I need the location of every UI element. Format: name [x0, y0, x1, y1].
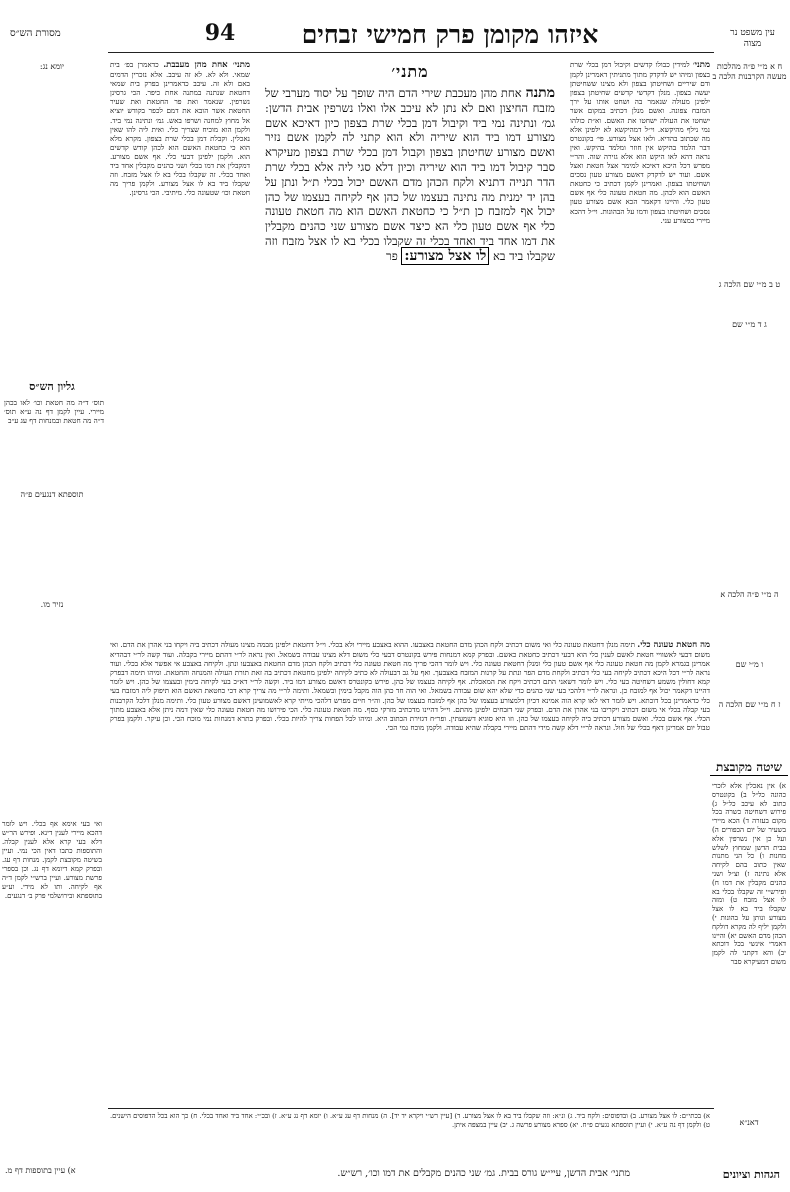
hagahot-text: מתני׳ אבית הדשן, עיי״ש גורס בבית. גמ׳ שני כהנים מקבלים את דמו וכו׳, רש״ש.	[337, 1168, 630, 1179]
mesoret-label: מסורת הש״ס	[10, 28, 61, 39]
bottom-tosafot-block	[110, 640, 710, 1105]
footer-rule	[108, 1108, 714, 1109]
gilyon-heading: גליון הש״ס	[29, 380, 75, 393]
mesoret-note: תוספתא דנגעים פ״ה	[20, 490, 84, 499]
ein-mishpat-label: עין משפט נר מצוה	[730, 28, 775, 49]
tosafot-column	[570, 60, 710, 635]
ein-mishpat-note: ג ד מ״י שם	[732, 320, 767, 329]
ein-mishpat-note: ט ב מ״י שם הלכה ג	[718, 280, 781, 289]
shita-footer: דאנ״א	[739, 1118, 759, 1127]
bottom-tosafot-text: תימה מנלן דחטאת טעונה כלי ואי משום דכתיב ולקח הכהן מדם החטאת באצבעו. ההוא באצבע מיירי ולא בכלי. וי״ל דחטאת ילפינן מבמה מצינו מעולה דכתיב ביה ויקחו בני אהרן את הדם. ואי משום דבעי לאשוויי חטאת לאשם לענין כלי הוא דבעי דכתיב כחטאת כאשם. ובפרק קמא דמנחות פירש בקונטרס דבעי כלי משום דלא מצינו עבודה בשמאל. ואין נראה לר״י דהתם מיירי בקבלה. ועוד קשה לר״י דבהדיא אמרינן בגמרא לקמן מה חטאת טעונה כלי אף אשם טעון כלי ומנלן דחטאת טעונה כלי. ויש לומר דהכי פריך מה חטאת טעונה כלי דכתיב ולקח הכהן מדם החטאת באצבעו ונתן. ולקיחה באצבע אי אפשר אלא בכלי. ועוד נראה לר״י דכל היכא דכתיב לקיחה בעי כלי דכתיב ולקחת מדם הפר ונתת על קרנות המזבח באצבעך. ואף על גב דבעולה לא כתיב לקיחה ילפינן מחטאת דכתיב בה זאת תורת העולה והמנחה והחטאת. ומיהו תימה דבפרק קמא דחולין משמע דשחיטה בעי כלי. ויש לומר דשאני התם דכתיב ויקח את המאכלת. אף לקיחה בעצמו של כהן. פירש בקונטרס דאשם מצורע דמו ביד. וקשה לר״י דא״כ בעי לקיחה בימין ובעצמו של כהן. ויש לומר דהיינו דקאמר יכול אף למזבח כן. ונראה לר״י דלהכי בעי שני כהנים כדי שלא יהא שום עבודה בשמאל. ואי הוה חד כהן הוה מקבל בימין ובשמאל. ותימה לר״י מה צריך קרא דכי כחטאת האשם הוא תיפוק ליה דמזבח בעי כלי כדאמרינן בכל דוכתא. ויש לומר דאי לאו קרא הוה אמינא דכיון דלמצורע בעצמו של כהן אף למזבח בעצמו של כהן. וה״ר חיים מפרש דלהכי מייתי קרא לאשמועינן דאשם מצורע טעון כלי. ותימה מנלן דלכל הקרבנות בעי קבלה בכלי אי משום דכתיב ויקריבו בני אהרן את הדם. ובפרק שני דזבחים ילפינן מהתם. וי״ל דהיינו מדכתיב מזרקי כסף. מה חטאת טעונה כלי. הכי פירושו מה חטאת טעונה כלי שאין דמה ניתן אלא באצבע מתוך הכלי. אף אשם בכלי. ואשם מצורע דכתיב ביה לקיחה בעצמו של כהן. וזו היא סוגיא דשמעתין. ופר״ח דגזירת הכתוב היא. ומיהו לכל הפחות צריך להיות בכלי. ובפרק בתרא דמנחות נמי מוכח הכי. וכן עיקר. ולקמן בפרק טבול יום אמרינן דאף בכלי של חול. ונראה לר״י דלא קשה מידי דהתם מיירי בקבלה שהיא עבודה. ולקמן מוכח נמי הכי.	[110, 640, 710, 732]
rashi-text: כדאמרן בפ׳ בית שמאי. ולא לא. לא זה עיבב. אלא נזכרין הדמים באם ולא זה. עיבב כדאמרינן בפרק בית שמאי דחטאת שנתנה במתנה אחת כיפר. הכי גרסינן נשרפין. שנאמר ואת פר החטאת ואת שעיר החטאת אשר הובא את דמם לכפר בקודש יוציא אל מחוץ למחנה ושרפו באש. גמ׳ ונתינה נמי ביד. ולקמן הוא מוכיח שצריך כלי. ואית ליה להו שאין נאכלין. וקבלת דמן בכלי שרת בצפון. מקרא מלא הוא כי כחטאת האשם הוא לכהן קודש קדשים הוא. ולקמן ילפינן דבעי כלי. אף אשם מצורע. דמקבלין את דמו בכלי ושני כהנים מקבלין אחד ביד ואחד בכלי. זה שקבלו בכלי בא לו אצל מזבח. וזה שקבלו ביד בא לו אצל מצורע. ולקמן פריך מה חטאת וכו׳ שטעונה כלי. מיתיבי. הכי גרסינן.	[110, 60, 250, 198]
hagahot-heading: הגהות וציונים	[722, 1168, 780, 1181]
mishnah-text-block	[265, 86, 555, 264]
ein-mishpat-note: ה מ״י פ״ה הלכה א	[720, 590, 779, 599]
gilyon-body: תוס׳ ד״ה מה חטאת וכו׳ לאו בכהן מיירי. עיין לקמן דף נה ע״א תוס׳ ד״ה מה חטאת ובמנחות דף עג ע״ב	[4, 398, 104, 425]
bottom-tosafot-lead: מה חטאת טעונה כלי.	[637, 640, 710, 650]
left-margin-notes: ואי בעי אימא אף בכלי. ויש לומר דהכא מיירי לענין דינא. ופירש הר״ש דלא בעי קרא אלא לענין קבלה. והתוספות כתבו דאין הכי נמי. ועיין בשיטה מקובצת לקמן. מנחות דף עג. ובפרק קמא דיומא דף נג. וכן בספרי פרשת מצורע. ועיין ברש״י לקמן ד״ה אף לקיחה. ותו לא מידי. וע״ע בתוספתא ובירושלמי פרק ב׳ דנגעים.	[2, 820, 102, 900]
masechet-title: איזהו מקומן פרק חמישי זבחים	[301, 20, 599, 49]
mishnah-tail: פר	[386, 248, 398, 263]
tosafot-text: למידין כבולו קדשים וקיבול דמן בכלי שרת בצפון ומיהו יש לדקדק מתוך מתניתין דאמרינן לקמן ודם שיריים ושחיטתן בצפון ולא מצינו ששחיטתן יעשה בצפון. מנלן דקדשי קדשים שחיטתן בצפון ילפינן מעולה שנאמר בה ושחט אותו על ירך המזבח צפונה. ואשם מנלן דכתיב במקום אשר ישחטו את העולה ישחטו את האשם. וא״ת כולהו נמי נילף מהיקשא. וי״ל דמהיקשא לא ילפינן אלא מה שכתוב בהדיא. ולאו אצל מצורע. פי׳ בקונטרס דבר הלמד בהיקש אין חוזר ומלמד בהיקש. ואין נראה דהא לאו היקש הוא אלא גזירה שוה. והר״י מפרש דכל היכא דאיכא למימר אצל חטאת ואצל אשם. ועוד יש לדקדק דאשם מצורע טעון נסכים ושחיטתו בצפון. ואמרינן לקמן דכתיב כי כחטאת האשם הוא לכהן. מה חטאת טעונה כלי אף אשם טעון כלי. והיינו דקאמר הכא אשם מצורע טעון נסכים ושחיטתו בצפון ודמו על הבהונות. וי״ל דהכא מיירי במצורע עני.	[570, 60, 710, 225]
mesoret-note: נזיר מו.	[40, 600, 64, 609]
header-rule	[108, 52, 714, 53]
mishnah-opening-word: מתנה	[525, 85, 556, 101]
ein-mishpat-note: ו מ״י שם	[735, 660, 764, 669]
mishnah-heading: מתני׳	[391, 62, 429, 81]
rashi-column	[110, 60, 250, 635]
mishnah-text: אחת מהן מעכבת שירי הדם היה שופך על יסוד מערבי של מזבח החיצון ואם לא נתן לא עיכב אלו ואלו נשרפין אבית הדשן: גמ׳ ונתינה נמי ביד וקיבול דמן בכלי שרת בצפון כיון דאיכא אשם מצורע דמו ביד הוא שיריה ולא הוא קתני לה לקמן אשם נזיר ואשם מצורע שחיטתן בצפון וקבול דמן בכלי שרת בצפון מעיקרא סבר קיבול דמו ביד הוא שיריה וכיון דלא סגי ליה אלא בכלי שרת הדר תנייה דתניא ולקח הכהן מדם האשם יכול בכלי ת״ל ונתן על בהן יד ימנית מה נתינה בעצמו של כהן אף לקיחה בעצמו של כהן יכול אף למזבח כן ת״ל כי כחטאת האשם הוא מה חטאת טעונה כלי אף אשם טעון כלי הא כיצד אשם מצורע שני כהנים מקבלין את דמו אחד ביד ואחד בכלי זה שקבלו בכלי בא לו אצל מזבח וזה שקבלו ביד בא	[265, 86, 555, 263]
left-bottom-note: א) עיין בתוספות דף מ.	[5, 1166, 76, 1175]
ein-mishpat-note: ז ח מ״י שם הלכה ה	[718, 700, 781, 709]
page-number: 94	[204, 20, 236, 46]
shita-heading: שיטה מקובצת	[710, 760, 788, 776]
mesoret-note: יומא נג:	[39, 62, 65, 71]
bottom-footnotes: א) בכתי״ם: לו אצל מצורע. ב) ובדפוסים: ולקח ביד. ג) ונ״א: וזה שקבלו ביד בא לו אצל מצורע. ד) [עיין רש״י ויקרא יד יד]. ה) מנחות דף עג ע״א. ו) יומא דף נג ע״א. ז) ובכ״י: אחד ביד ואחד בכלי. ח) כך הוא בכל הדפוסים הישנים. ט) ולקמן דף נה ע״א. י) ועיין תוספתא נגעים פ״ח. יא) ספרא מצורע פרשה ג. יב) עיין במצפה איתן.	[110, 1112, 710, 1129]
rashi-lead: מתני׳ אחת מהן מעבבת.	[163, 60, 250, 70]
mishnah-highlight: לו אצל מצורע:	[401, 247, 489, 265]
ein-mishpat-note: ח א מ״י פ״ה מהלכות מעשה הקרבנות הלכה ב	[712, 62, 787, 81]
shita-body: א) אין נאכלין אלא לזכרי כהונה כל״ל ב) בקונטרס כתוב לא עיכב כל״ל ג) פירוש דשחיטה כשרה בכל מקום בעזרה ד) הכא מיירי בשעיר של יום הכפורים ה) ועל כן אין נשרפין אלא בבית הדשן שמחוץ לשלש מחנות ו) כל הני מתנות שאין כתוב בהם לקיחה אלא נתינה ז) וצ״ל ושני כהנים מקבלין את דמו ח) ופירש״י זה שקבלו בכלי בא לו אצל מזבח ט) ומזה שקבלו ביד בא לו אצל מצורע ונותן על בהונות י) ולקמן יליף לה מקרא דולקח הכהן מדם האשם יא) והיינו דאמרי אינשי בכל דוכתא יב) והא דקתני לה לקמן משום דמעיקרא סבר	[712, 782, 786, 966]
tosafot-lead: מתני׳	[692, 60, 710, 70]
